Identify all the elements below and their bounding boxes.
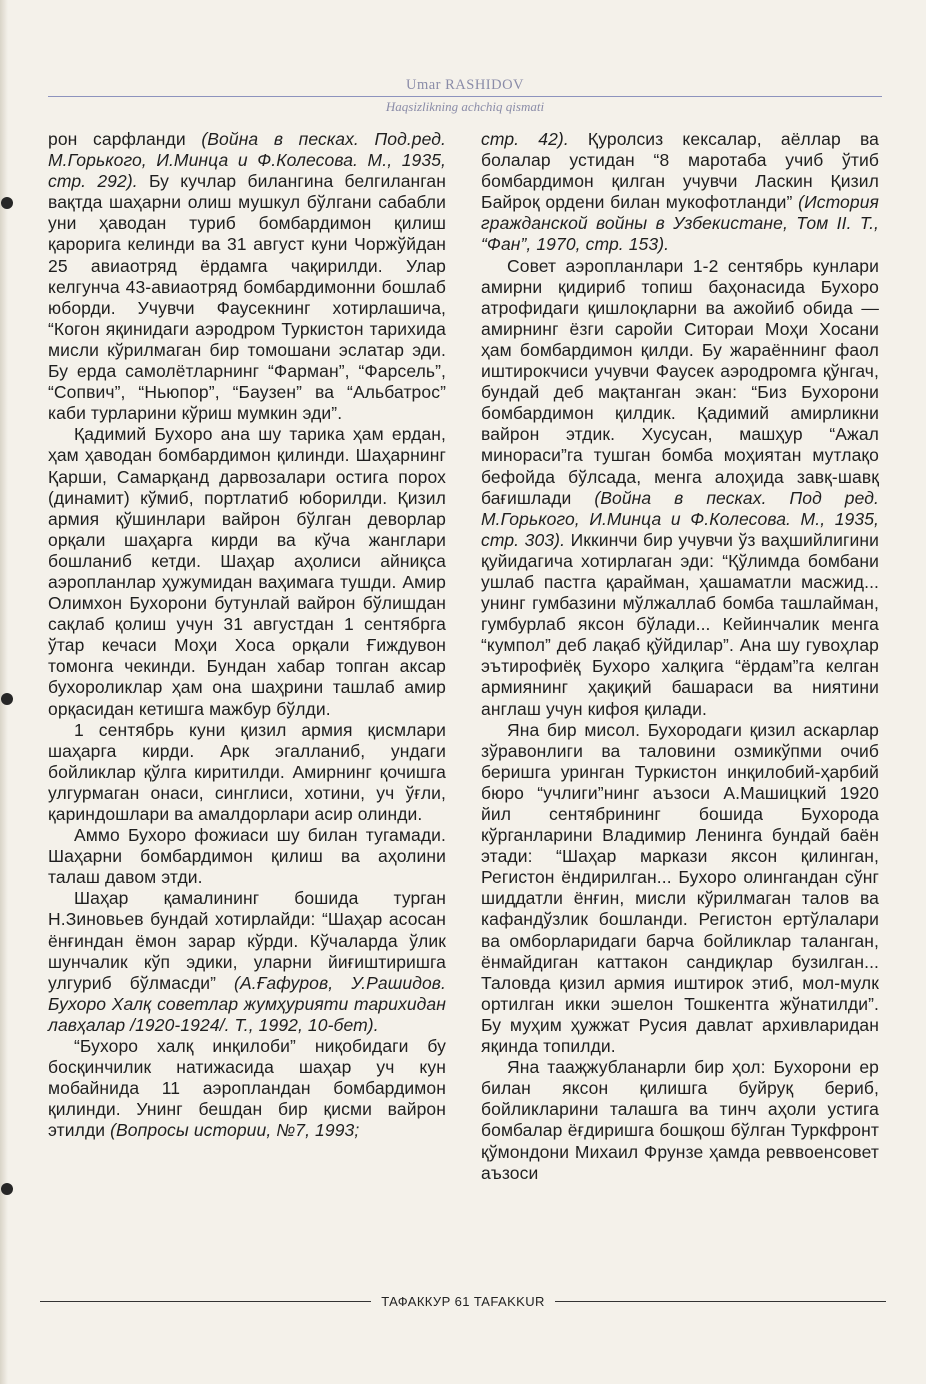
page-footer [40, 1291, 886, 1311]
text-run: Бу кучлар билангина белгиланган вақтда шаҳарни олиш мушкул бўлгани сабабли уни ҳаводан туриб бомбардимон қилиш қарорига келинди ва 31 август куни Чоржўйдан 25 авиаотряд ёрдамга чақирилди. Улар келгунча 43-авиаотряд бомбардимонни бошлаб юборди. Учувчи Фаусекнинг хотирлашича, “Когон яқинидаги аэродром Туркистон тарихида мисли кўрилмаган бир томошани эслатар эди. Бу ерда самолётларнинг “Фарман”, “Фарсель”, “Сопвич”, “Ньюпор”, “Баузен” ва “Альбатрос” каби турларини кўриш мумкин эди”. [48, 171, 446, 424]
footer-rule-left [40, 1301, 371, 1302]
binder-hole [1, 1183, 13, 1195]
citation: (История гражданской войны в Узбекистане, Том II. Т., “Фан”, 1970, стр. 153). [481, 192, 879, 255]
paragraph: Яна бир мисол. Бухородаги қизил аскарлар зўравонлиги ва таловини озмикўпми очиб беришга уринган Туркистон инқилобий-ҳарбий бюро “учлиги”нинг аъзоси А.Машицкий 1920 йил сентябрининг бошида Бухорода кўрганларини Владимир Ленинга бундай баён этади: “Шаҳар маркази яксон қилинган, Регистон ёндирилган... Бухоро олингандан сўнг шиддатли ёнғин, мисли кўрилмаган талов ва кафандўзлик бошланди. Регистон ертўлалари ва омборларидаги барча бойликлар таланган, ёнмайдиган каттакон сандиқлар бузилган... Таловда қизил армия иштирок этиб, мол-мулк ортилган икки эшелон Тошкентга жўнатилди”. Бу муҳим ҳужжат Русия давлат архивларидан яқинда топилди. [481, 719, 879, 1057]
footer-folio: ТАФАККУР 61 TAFAKKUR [381, 1293, 545, 1309]
binder-hole [1, 197, 13, 209]
footer-rule-right [555, 1301, 886, 1302]
header-author: Umar RASHIDOV [405, 77, 525, 93]
text-run: Қуролсиз кексалар, аёллар ва болалар устидан “8 маротаба учиб ўтиб бомбардимон қилган учувчи Ласкин Қизил Байроқ ордени билан мукофотланди” [481, 129, 879, 213]
paragraph [48, 1036, 446, 1141]
text-run: Иккинчи бир учувчи ўз ваҳшийлигини қуйидагича хотирлаган эди: “Қўлимда бомбани ушлаб пастга қарайман, ҳашаматли масжид... унинг гумбазини мўлжаллаб бомба ташлайман, гумбурлаб яксон бўлади... Кейинчалик менга “кумпол” деб лақаб қўйдилар”. Ана шу гувоҳлар эътирофиёқ Бухоро халқига “ёрдам”га келган армиянинг ҳақиқий башараси ва ниятини англаш учун кифоя қилади. [481, 529, 879, 719]
right-column [481, 129, 879, 1184]
citation: (Вопросы истории, №7, 1993; [110, 1120, 360, 1141]
paragraph: Аммо Бухоро фожиаси шу билан тугамади. Шаҳарни бомбардимон қилиш ва аҳолини талаш давом этди. [48, 825, 446, 888]
citation: (Война в песках. Под ред. М.Горького, И.Минца и Ф.Колесова. М., 1935, стр. 303). [481, 487, 879, 550]
paragraph: Қадимий Бухоро ана шу тарика ҳам ердан, ҳам ҳаводан бомбардимон қилинди. Шаҳарнинг Қарши, Самарқанд дарвозалари остига порох (динамит) кўмиб, портлатиб юборилди. Қизил армия қўшинлари вайрон бўлган деворлар орқали шаҳарга кирди ва кўча жанглари бошланиб кетди. Шаҳар аҳолиси айниқса аэропланлар ҳужумидан ваҳимага тушди. Амир Олимхон Бухорони бутунлай вайрон бўлишдан сақлаб қолиш учун 31 августдан 1 сентябрга ўтар кечаси Моҳи Хоса орқали Ғиждувон томонга чекинди. Бундан хабар топган аксар бухороликлар ҳам она шаҳрини ташлаб амир орқасидан кетишга мажбур бўлди. [48, 424, 446, 719]
text-run: “Бухоро халқ инқилоби” ниқобидаги бу босқинчилик натижасида шаҳар уч кун мобайнида 11 аэропландан бомбардимон қилинди. Унинг бешдан бир қисми вайрон этилди [48, 1036, 446, 1141]
paragraph: Яна тааҗжубланарли бир ҳол: Бухорони ер билан яксон қилишга буйруқ бериб, бойликларини талашга ва тинч аҳоли устига бомбалар ёғдиришга бошқош бўлган Туркфронт қўмондони Михаил Фрунзе ҳамда реввоенсовет аъзоси [481, 1057, 879, 1183]
citation: (А.Ғафуров, У.Рашидов. Бухоро Халқ советлар жумҳурияти тарихидан лавҳалар /1920-1924/. Т., 1992, 10-бет). [48, 972, 446, 1035]
paragraph [48, 129, 446, 424]
paragraph [481, 256, 879, 720]
running-header [48, 76, 882, 115]
header-rule [48, 96, 882, 97]
header-subtitle: Haqsizlikning achchiq qismati [385, 99, 545, 114]
text-run: Шаҳар қамалининг бошида турган Н.Зиновьев бундай хотирлайди: “Шаҳар асосан ёнғиндан ёмон зарар кўрди. Кўчаларда ўлик шунчалик кўп эдики, уларни йиғиштиришга улгуриб бўлмасди” [48, 888, 446, 993]
citation: стр. 42). [481, 129, 569, 149]
text-run: Совет аэропланлари 1-2 сентябрь кунлари амирни қидириб топиш баҳонасида Бухоро атрофидаги қишлоқларни ва ажойиб обида — амирнинг ёзги саройи Ситораи Моҳи Хосани ҳам бомбардимон қилди. Бу жараённинг фаол иштирокчиси учувчи Фаусек аэродромга қўнгач, бундай деб мақтанган экан: “Биз Бухорони бомбардимон қилдик. Қадимий амирликни вайрон этдик. Хусусан, машҳур “Ажал минораси”га тушган бомба моҳиятан мутлақо бефойда бўлсада, менга алоҳида завқ-шавқ бағишлади [481, 255, 879, 508]
paragraph [48, 888, 446, 1036]
citation: (Война в песках. Под.ред. М.Горького, И.Минца и Ф.Колесова. М., 1935, стр. 292). [48, 129, 447, 192]
binder-hole [1, 693, 13, 705]
left-column [48, 129, 446, 1142]
paragraph [481, 129, 879, 256]
text-run: рон сарфланди [48, 129, 202, 149]
paragraph: 1 сентябрь куни қизил армия қисмлари шаҳарга кирди. Арк эгалланиб, ундаги бойликлар қўлга киритилди. Амирнинг қочишга улгурмаган онаси, синглиси, хотини, уч ўғли, қариндошлари ва амалдорлари асир олинди. [48, 719, 446, 824]
